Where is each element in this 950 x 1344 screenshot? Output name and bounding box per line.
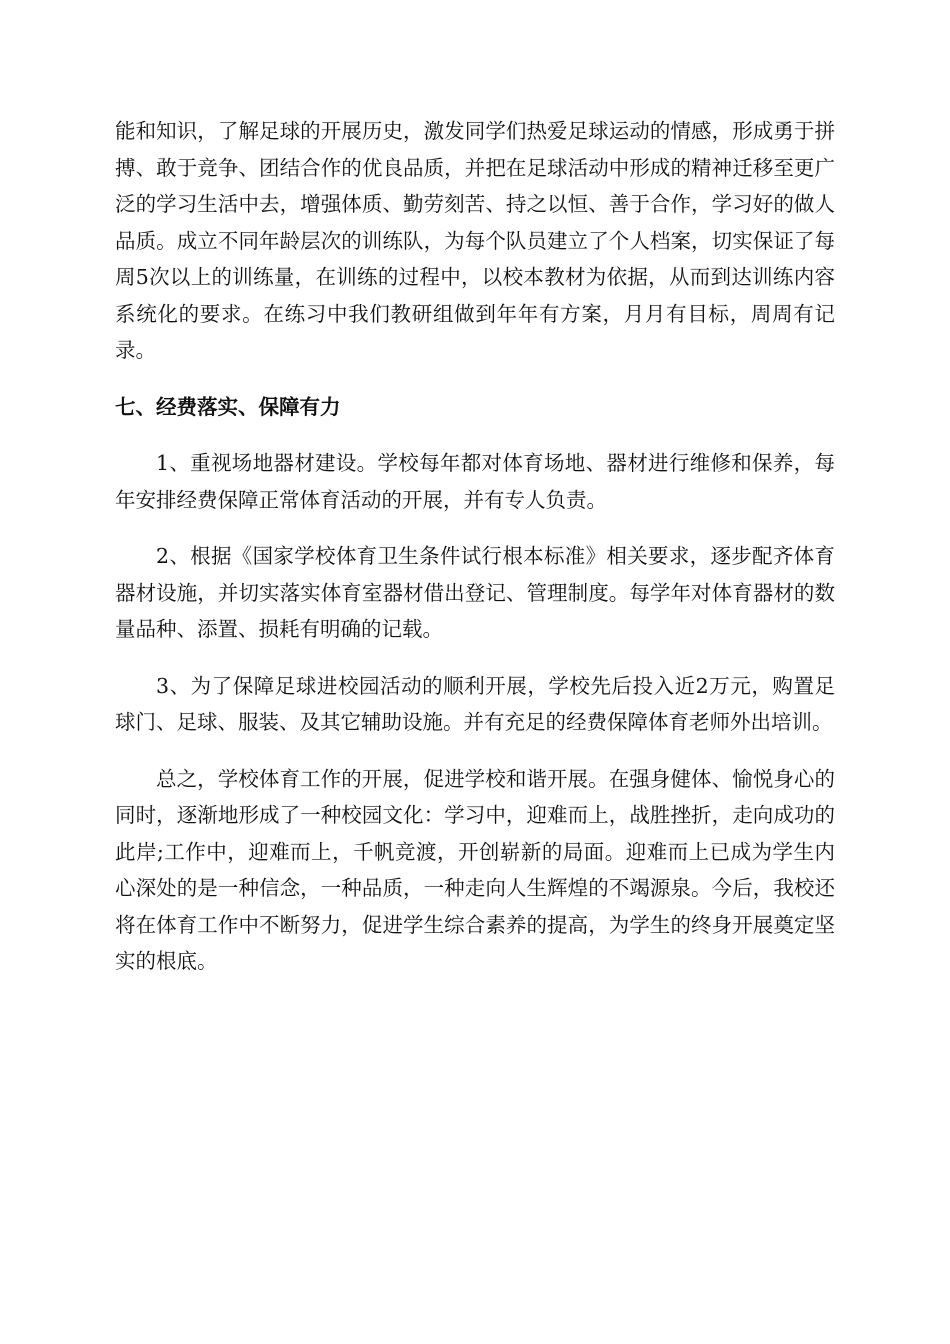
paragraph-item-2: 2、根据《国家学校体育卫生条件试行根本标准》相关要求，逐步配齐体育器材设施，并切实落实体育室器材借出登记、管理制度。每学年对体育器材的数量品种、添置、损耗有明确的记载。	[115, 544, 835, 641]
section-heading: 七、经费落实、保障有力	[115, 394, 341, 419]
paragraph-continuation: 能和知识，了解足球的开展历史，激发同学们热爱足球运动的情感，形成勇于拼搏、敢于竞争、团结合作的优良品质，并把在足球活动中形成的精神迁移至更广泛的学习生活中去，增强体质、勤劳刻苦、持之以恒、善于合作，学习好的做人品质。成立不同年龄层次的训练队，为每个队员建立了个人档案，切实保证了每周5次以上的训练量，在训练的过程中，以校本教材为依据，从而到达训练内容系统化的要求。在练习中我们教研组做到年年有方案，月月有目标，周周有记录。	[115, 119, 835, 362]
paragraph-summary: 总之，学校体育工作的开展，促进学校和谐开展。在强身健体、愉悦身心的同时，逐渐地形成了一种校园文化：学习中，迎难而上，战胜挫折，走向成功的此岸;工作中，迎难而上，千帆竞渡，开创崭新的局面。迎难而上已成为学生内心深处的是一种信念，一种品质，一种走向人生辉煌的不竭源泉。今后，我校还将在体育工作中不断努力，促进学生综合素养的提高，为学生的终身开展奠定坚实的根底。	[115, 766, 835, 973]
paragraph-item-1: 1、重视场地器材建设。学校每年都对体育场地、器材进行维修和保养，每年安排经费保障正常体育活动的开展，并有专人负责。	[115, 451, 835, 512]
paragraph-item-3: 3、为了保障足球进校园活动的顺利开展，学校先后投入近2万元，购置足球门、足球、服装、及其它辅助设施。并有充足的经费保障体育老师外出培训。	[115, 673, 835, 734]
document-body	[115, 113, 835, 1000]
